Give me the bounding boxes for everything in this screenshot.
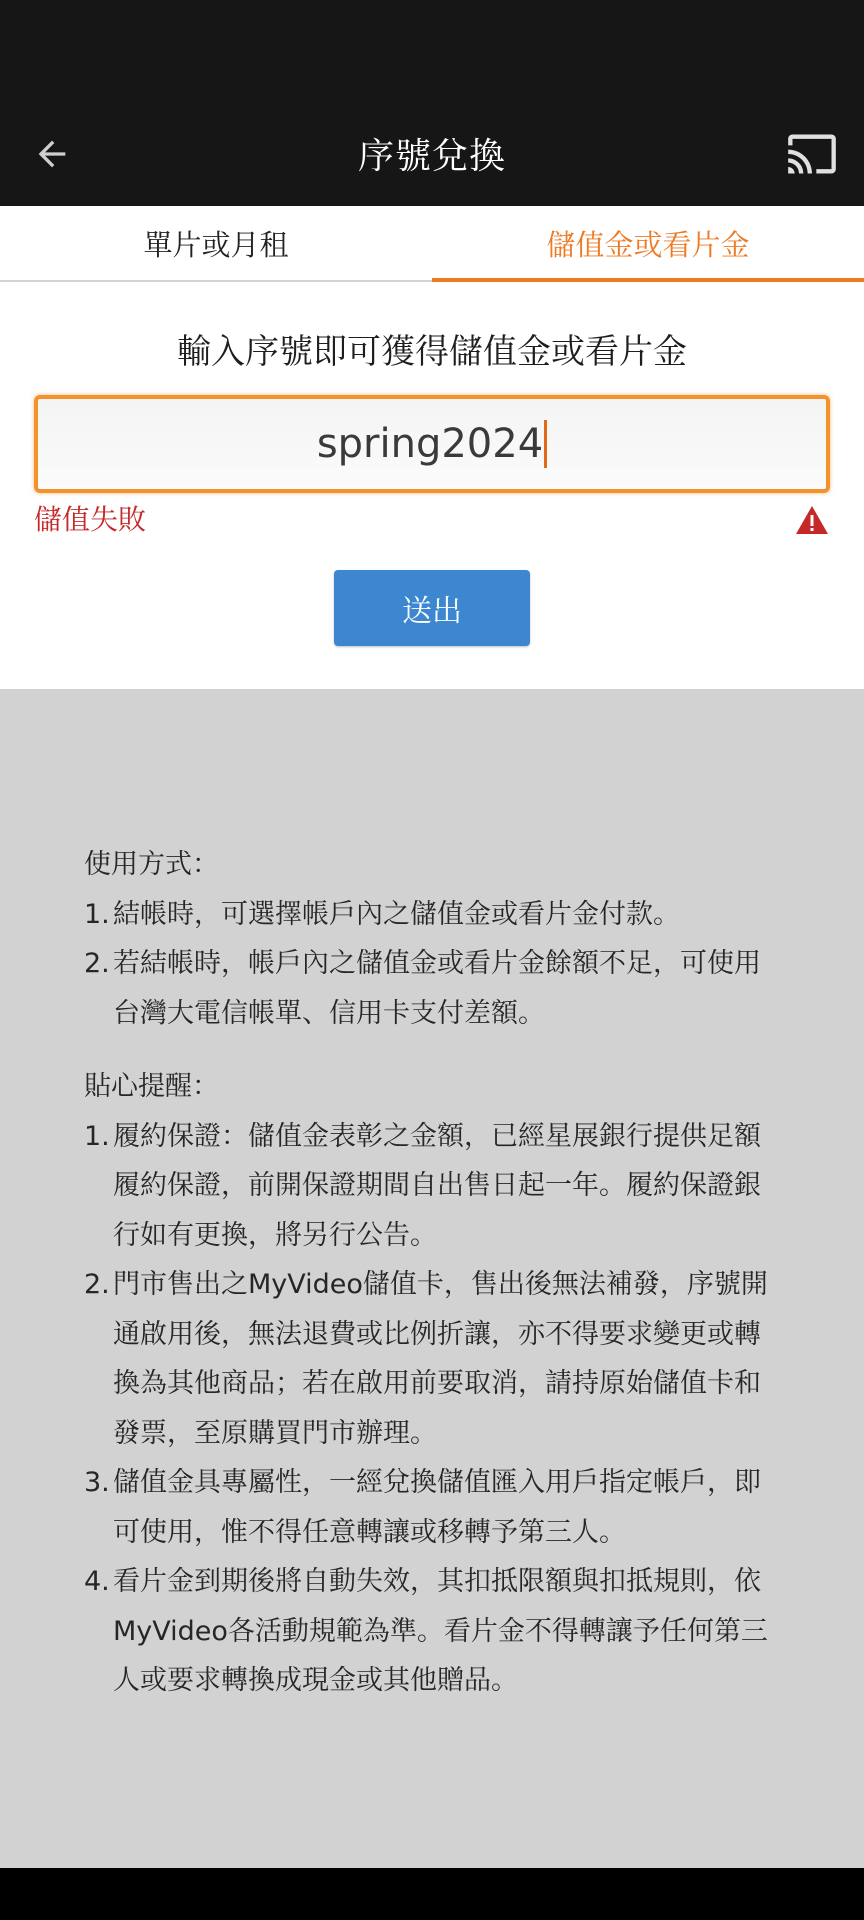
warning-icon — [794, 504, 830, 536]
usage-section — [84, 840, 784, 1038]
list-text: 結帳時，可選擇帳戶內之儲值金或看片金付款。 — [113, 898, 680, 930]
list-item — [84, 1458, 784, 1557]
list-text: 履約保證：儲值金表彰之金額，已經星展銀行提供足額履約保證，前開保證期間自出售日起一年。履約保證銀行如有更換，將另行公告。 — [113, 1120, 761, 1251]
list-item — [84, 939, 784, 1038]
submit-button[interactable]: 送出 — [334, 570, 530, 646]
list-item — [84, 1557, 784, 1706]
usage-heading: 使用方式： — [84, 849, 219, 880]
list-text: 看片金到期後將自動失效，其扣抵限額與扣抵規則，依MyVideo各活動規範為準。看片金不得轉讓予任何第三人或要求轉換成現金或其他贈品。 — [113, 1566, 768, 1696]
serial-code-value: spring2024 — [316, 421, 544, 467]
redeem-prompt: 輸入序號即可獲得儲值金或看片金 — [177, 332, 687, 372]
app-bar — [0, 100, 864, 206]
reminders-heading: 貼心提醒： — [84, 1071, 219, 1102]
list-number: 1. — [84, 1120, 110, 1152]
list-number: 2. — [84, 1269, 110, 1300]
list-text: 門市售出之MyVideo儲值卡，售出後無法補發，序號開通啟用後，無法退費或比例折讓，亦不得要求變更或轉換為其他商品；若在啟用前要取消，請持原始儲值卡和發票，至原購買門市辦理。 — [113, 1269, 768, 1449]
text-caret — [544, 420, 547, 468]
list-item — [84, 890, 784, 940]
error-message: 儲值失敗 — [34, 503, 147, 536]
cast-icon[interactable] — [784, 130, 840, 178]
list-text: 若結帳時，帳戶內之儲值金或看片金餘額不足，可使用台灣大電信帳單、信用卡支付差額。 — [113, 948, 761, 1029]
status-bar — [0, 0, 864, 100]
list-item — [84, 1260, 784, 1458]
list-number: 1. — [84, 898, 110, 930]
tab-bar — [0, 206, 864, 282]
redeem-form — [0, 282, 864, 689]
list-item — [84, 1112, 784, 1261]
list-number: 4. — [84, 1566, 110, 1597]
system-nav-bar — [0, 1868, 864, 1920]
tab-stored-value[interactable]: 儲值金或看片金 — [432, 206, 864, 280]
serial-code-input[interactable] — [34, 395, 830, 493]
reminders-section — [84, 1062, 784, 1706]
info-section — [84, 840, 784, 1730]
page-title: 序號兌換 — [357, 135, 506, 177]
list-text: 儲值金具專屬性，一經兌換儲值匯入用戶指定帳戶，即可使用，惟不得任意轉讓或移轉予第三人。 — [113, 1467, 761, 1548]
tab-single-or-monthly[interactable]: 單片或月租 — [143, 227, 289, 262]
list-number: 3. — [84, 1467, 110, 1498]
list-number: 2. — [84, 948, 110, 979]
